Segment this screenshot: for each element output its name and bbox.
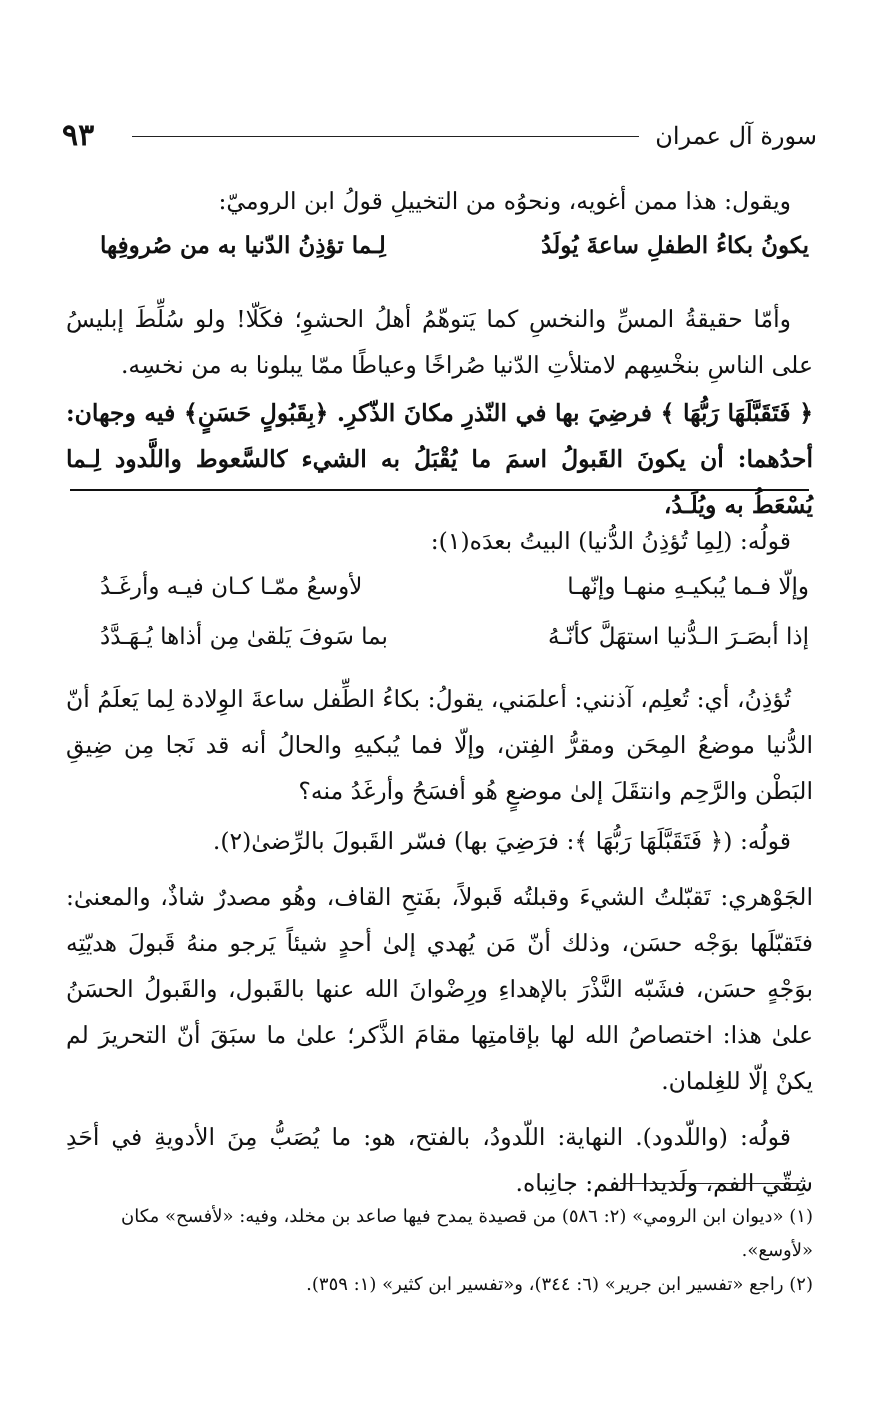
footnote-2: (٢) راجع «تفسير ابن جرير» (٦: ٣٤٤)، و«تفسير ابن كثير» (١: ٣٥٩). bbox=[306, 1274, 813, 1295]
commentary-line-1: قولُه: (لِمِا تُؤذِنُ الدُّنيا) البيتُ بعدَه(١): bbox=[430, 527, 791, 555]
main-verse bbox=[70, 226, 809, 272]
poem-line-1-hemistich-1: وإلّا فـما يُبكيـهِ منهـا وإنّهـا bbox=[567, 574, 809, 600]
verse-hemistich-2: لِـما تؤذِنُ الدّنيا به من صُروفِها bbox=[100, 232, 386, 259]
commentary-intro bbox=[66, 518, 813, 564]
main-paragraph-3: ﴿ فَتَقَبَّلَهَا رَبُّهَا ﴾ فرضِيَ بها في النّذرِ مكانَ الذّكرِ. ﴿بِقَبُولٍ حَسَنٍ﴾ فيه وجهان: أحدُهما: أن يكونَ القَبولُ اسمَ ما يُقْبَلُ به الشيء كالسَّعوط واللَّدود لِـما يُسْعَطُ به ويُلَـدُ، bbox=[66, 399, 813, 519]
main-text-intro bbox=[66, 178, 813, 224]
commentary-paragraph-2: تُؤذِنُ، أي: تُعلِم، آذنني: أعلمَني، يقولُ: بكاءُ الطِّفل ساعةَ الوِلادة لِما يَعلَمُ أنّ الدُّنيا موضعُ المِحَن ومقرُّ الفِتن، وإلّا فما يُبكيهِ والحالُ أنه قد نَجا مِن ضِيقِ البَطْن والرَّحِم وانتقَلَ إلىٰ موضعٍ هُو أفسَحُ وأرغَدُ منه؟ bbox=[66, 685, 813, 805]
running-header bbox=[62, 118, 817, 158]
commentary-poem-line-1 bbox=[70, 568, 809, 614]
footnote-rule bbox=[620, 1183, 801, 1184]
commentary-paragraph-4: الجَوْهري: تَقبّلتُ الشيءَ وقبلتُه قَبولاً، بفَتحِ القاف، وهُو مصدرٌ شاذٌ، والمعنىٰ: فتَقبّلَها بوَجْه حسَن، وذلك أنّ مَن يُهدي إلىٰ أحدٍ شيئاً يَرجو منهُ قَبولَ هديّتِه بوَجْهٍ حسَن، فشَبّه النَّذْرَ بالإهداءِ ورِضْوانَ الله عنها بالقَبول، والقَبولُ الحسَنُ علىٰ هذا: اختصاصُ الله لها بإقامتِها مقامَ الذَّكر؛ علىٰ ما سبَقَ أنّ التحريرَ لم يكنْ إلّا للغِلمان. bbox=[66, 883, 813, 1095]
main-commentary-divider bbox=[70, 489, 809, 491]
poem-line-2-hemistich-1: إذا أبصَـرَ الـدُّنيا استهَلَّ كأنّـهُ bbox=[547, 624, 809, 650]
poem-line-1-hemistich-2: لأوسعُ ممّـا كـان فيـه وأرغَـدُ bbox=[100, 574, 363, 600]
commentary-paragraph-3: قولُه: (﴿ فَتَقَبَّلَهَا رَبُّهَا ﴾: فرَضِيَ بها) فسّر القَبولَ بالرِّضىٰ(٢). bbox=[212, 827, 791, 855]
main-paragraph-2: وأمّا حقيقةُ المسِّ والنخسِ كما يَتوهّمُ أهلُ الحشوِ؛ فكَلّا! ولو سُلِّطَ إبليسُ على الناسِ بنخْسِهم لامتلأتِ الدّنيا صُراخًا وعياطًا ممّا يبلونا به من نخسِه. bbox=[66, 305, 813, 379]
page-number: ٩٣ bbox=[62, 118, 95, 153]
main-text bbox=[66, 296, 813, 528]
poem-line-2-hemistich-2: بما سَوفَ يَلقىٰ مِن أذاها يُـهَـدَّدُ bbox=[100, 624, 388, 650]
commentary-poem-line-2 bbox=[70, 618, 809, 664]
surah-title: سورة آل عمران bbox=[655, 122, 817, 150]
verse-hemistich-1: يكونُ بكاءُ الطفلِ ساعةَ يُولَدُ bbox=[541, 232, 809, 259]
footnote-1: (١) «ديوان ابن الرومي» (٢: ٥٨٦) من قصيدة يمدح فيها صاعد بن مخلد، وفيه: «لأفسح» مكان «لأوسع». bbox=[120, 1206, 813, 1261]
commentary-paragraph-5: قولُه: (واللّدود). النهاية: اللّدودُ، بالفتح، هو: ما يُصَبُّ مِنَ الأدويةِ في أحَدِ شِقّي الفم، ولَديدا الفم: جانِباه. bbox=[66, 1123, 813, 1197]
header-rule bbox=[132, 136, 639, 137]
main-paragraph-1: ويقول: هذا ممن أغويه، ونحوُه من التخييلِ قولُ ابن الروميّ: bbox=[218, 187, 791, 215]
footnotes bbox=[66, 1200, 813, 1302]
commentary-text bbox=[66, 676, 813, 1206]
